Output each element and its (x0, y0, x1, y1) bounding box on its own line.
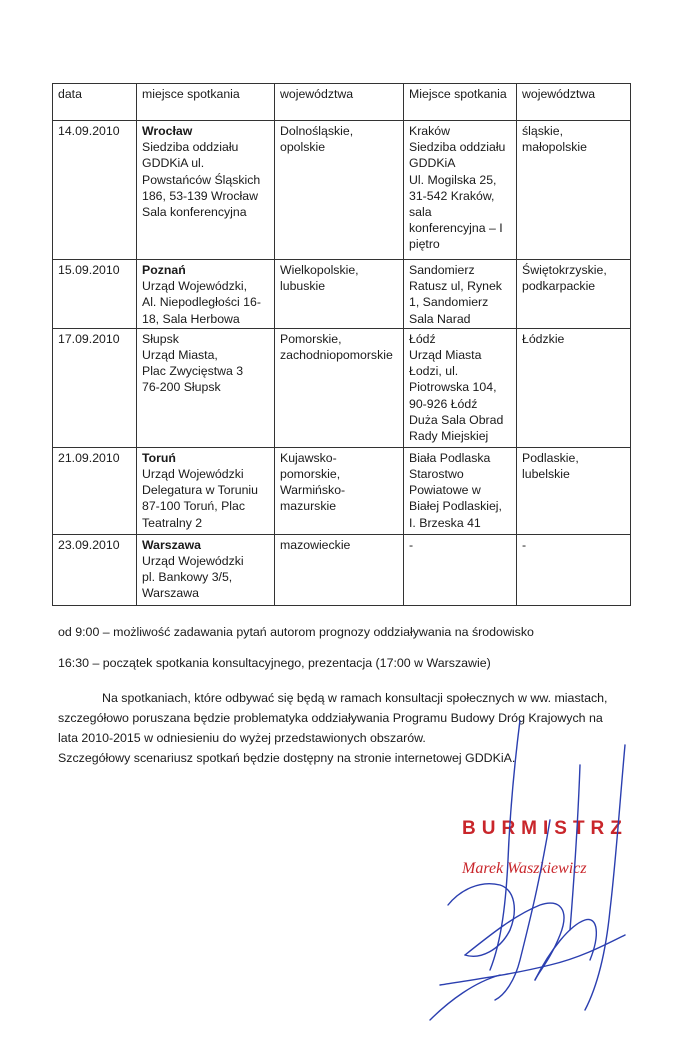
voiv-line: Pomorskie, (280, 331, 342, 346)
voiv-line: Warmińsko- (280, 483, 346, 498)
place-city: Toruń (142, 450, 176, 465)
place2-line: Kraków (409, 124, 451, 138)
place-line: Sala konferencyjna (142, 205, 247, 220)
place2-line: piętro (409, 237, 440, 252)
voiv-line: mazowieckie (280, 537, 351, 552)
cell-date: 14.09.2010 (53, 121, 137, 260)
place-line: GDDKiA ul. (142, 156, 205, 171)
place-line: Urząd Wojewódzki (142, 554, 244, 569)
place2-line: Sandomierz (409, 263, 475, 277)
voiv2-line: Łódzkie (522, 331, 565, 346)
place-line: Plac Zwycięstwa 3 (142, 364, 244, 379)
cell-voivodeships-2 (517, 121, 631, 260)
paragraph-line: Szczegółowy scenariusz spotkań będzie dostępny na stronie internetowej GDDKiA. (58, 751, 516, 765)
voiv-line: opolskie (280, 140, 326, 155)
place2-line: Ratusz ul, Rynek (409, 279, 502, 294)
place-line: Teatralny 2 (142, 515, 203, 530)
voiv2-line: śląskie, (522, 124, 564, 138)
cell-voivodeships-2 (517, 534, 631, 605)
cell-voivodeships-2 (517, 447, 631, 534)
cell-voivodeships-2 (517, 328, 631, 447)
stamp-title: BURMISTRZ (462, 818, 628, 839)
cell-place-2 (404, 121, 517, 260)
cell-place-2 (404, 260, 517, 329)
place2-line: konferencyjna – I (409, 221, 503, 236)
stamp-name: Marek Waszkiewicz (462, 860, 587, 877)
table-row (53, 121, 631, 260)
header-voivodeships: województwa (275, 84, 404, 121)
note-question-time: od 9:00 – możliwość zadawania pytań autorom prognozy oddziaływania na środowisko (58, 625, 534, 639)
place2-line: GDDKiA (409, 156, 456, 171)
cell-place (137, 260, 275, 329)
voiv-line: Kujawsko- (280, 450, 337, 465)
place-line: 186, 53-139 Wrocław (142, 188, 258, 203)
place2-line: Ul. Mogilska 25, (409, 172, 497, 187)
voiv2-line: Świętokrzyskie, (522, 263, 607, 277)
cell-voivodeships (275, 534, 404, 605)
place-line: Siedziba oddziału (142, 140, 239, 155)
place2-line: 1, Sandomierz (409, 295, 489, 310)
place-line: Urząd Miasta, (142, 348, 218, 363)
place-city: Poznań (142, 263, 186, 277)
place-line: 87-100 Toruń, Plac (142, 499, 245, 514)
handwritten-signature (420, 720, 660, 1040)
place-line: 18, Sala Herbowa (142, 311, 240, 326)
header-date: data (53, 84, 137, 121)
place2-line: Urząd Miasta (409, 348, 482, 363)
cell-voivodeships (275, 447, 404, 534)
place2-line: Łódź (409, 331, 436, 346)
place2-line: 90-926 Łódź (409, 396, 478, 411)
place-line: Powstańców Śląskich (142, 172, 261, 187)
paragraph-line: lata 2010-2015 w odniesieniu do wyżej przedstawionych obszarów. (58, 731, 426, 745)
cell-place (137, 121, 275, 260)
header-voivodeships-2: województwa (517, 84, 631, 121)
place2-line: Biała Podlaska (409, 450, 491, 465)
place2-line: Siedziba oddziału (409, 140, 506, 155)
cell-date: 17.09.2010 (53, 328, 137, 447)
cell-date: 21.09.2010 (53, 447, 137, 534)
paragraph-line: Na spotkaniach, które odbywać się będą w ramach konsultacji społecznych w ww. miastach, (102, 691, 608, 705)
voiv-line: Dolnośląskie, (280, 124, 354, 138)
place2-line: Starostwo (409, 467, 464, 482)
cell-voivodeships-2 (517, 260, 631, 329)
voiv2-line: Podlaskie, (522, 450, 579, 465)
voiv-line: mazurskie (280, 499, 337, 514)
place2-line: 31-542 Kraków, (409, 188, 495, 203)
place2-line: Sala Narad (409, 311, 471, 326)
cell-voivodeships (275, 121, 404, 260)
cell-place (137, 328, 275, 447)
cell-date: 15.09.2010 (53, 260, 137, 329)
place-line: Delegatura w Toruniu (142, 483, 258, 498)
header-meeting-place-2: Miejsce spotkania (404, 84, 517, 121)
note-meeting-start: 16:30 – początek spotkania konsultacyjnego, prezentacja (17:00 w Warszawie) (58, 656, 491, 670)
place-line: 76-200 Słupsk (142, 380, 221, 395)
voiv2-line: podkarpackie (522, 279, 596, 294)
cell-place-2 (404, 328, 517, 447)
place2-line: Powiatowe w (409, 483, 481, 498)
place2-line: - (409, 537, 414, 552)
place-line: Warszawa (142, 586, 199, 601)
voiv-line: pomorskie, (280, 467, 341, 482)
cell-place (137, 447, 275, 534)
cell-voivodeships (275, 328, 404, 447)
cell-place (137, 534, 275, 605)
place2-line: Piotrowska 104, (409, 380, 497, 395)
place-city: Wrocław (142, 124, 193, 138)
voiv-line: Wielkopolskie, (280, 263, 359, 277)
meeting-schedule-table (52, 83, 631, 606)
place2-line: Rady Miejskiej (409, 429, 489, 444)
place2-line: Białej Podlaskiej, (409, 499, 502, 514)
paragraph-line: szczegółowo poruszana będzie problematyka oddziaływania Programu Budowy Dróg Krajowych na (58, 711, 603, 725)
voiv2-line: lubelskie (522, 467, 570, 482)
place-city: Słupsk (142, 331, 179, 346)
place-line: Urząd Wojewódzki, (142, 279, 248, 294)
voiv2-line: małopolskie (522, 140, 587, 155)
table-row (53, 447, 631, 534)
place-line: Urząd Wojewódzki (142, 467, 244, 482)
place2-line: Łodzi, ul. (409, 364, 459, 379)
voiv-line: zachodniopomorskie (280, 348, 393, 363)
place-line: pl. Bankowy 3/5, (142, 570, 233, 585)
table-row (53, 328, 631, 447)
cell-date: 23.09.2010 (53, 534, 137, 605)
place2-line: Duża Sala Obrad (409, 412, 504, 427)
voiv-line: lubuskie (280, 279, 326, 294)
place-line: Al. Niepodległości 16- (142, 295, 261, 310)
table-row (53, 534, 631, 605)
cell-place-2 (404, 534, 517, 605)
cell-voivodeships (275, 260, 404, 329)
cell-place-2 (404, 447, 517, 534)
place-city: Warszawa (142, 537, 202, 552)
table-header-row (53, 84, 631, 121)
header-meeting-place: miejsce spotkania (137, 84, 275, 121)
voiv2-line: - (522, 537, 527, 552)
place2-line: I. Brzeska 41 (409, 515, 481, 530)
place2-line: sala (409, 205, 432, 220)
table-row (53, 260, 631, 329)
